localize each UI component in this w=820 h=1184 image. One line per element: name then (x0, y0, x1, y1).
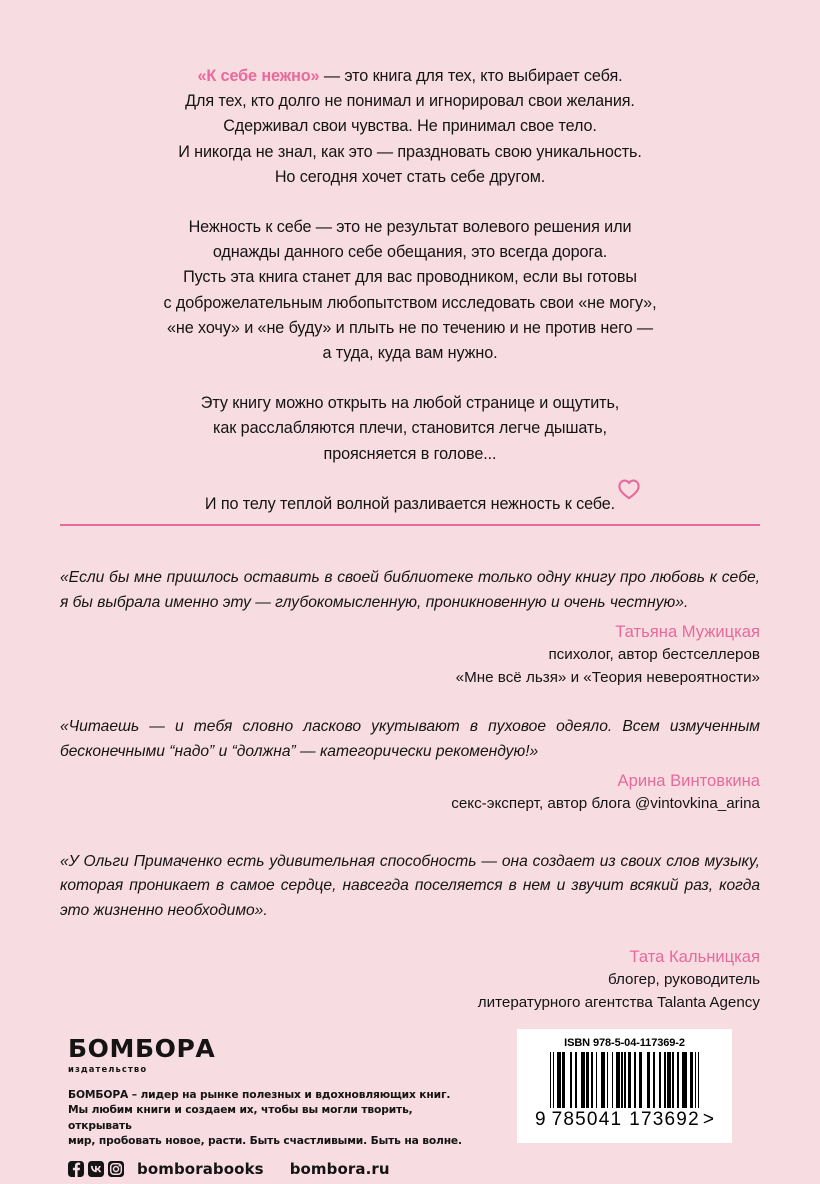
blurb-paragraph-4 (60, 492, 760, 517)
blurb-p1-line-5: Но сегодня хочет стать себе другом. (274, 167, 546, 186)
blurb-paragraph-2 (60, 215, 760, 366)
ean-digits (517, 1109, 732, 1131)
review-attribution (60, 945, 760, 1014)
review-item (60, 715, 760, 816)
blurb-p3-line-3: проясняется в голове... (323, 444, 497, 463)
review-author-role-line-1: секс-эксперт, автор блога @vintovkina_arina (451, 795, 760, 812)
review-attribution (60, 620, 760, 689)
ean-tail-symbol: > (702, 1109, 714, 1130)
instagram-icon[interactable] (108, 1161, 124, 1177)
blurb-p2-line-3: Пусть эта книга станет для вас проводником, если вы готовы (183, 268, 637, 287)
blurb-p4-text: И по телу теплой волной разливается нежность к себе. (204, 494, 616, 513)
publisher-website[interactable]: bombora.ru (289, 1159, 390, 1178)
heart-outline-icon (617, 478, 641, 500)
social-handle[interactable]: bomborabooks (137, 1159, 264, 1178)
book-title-highlight: «К себе нежно» (197, 67, 320, 85)
section-divider (60, 524, 760, 526)
review-author-role-line-1: психолог, автор бестселлеров (548, 646, 760, 663)
blurb-paragraph-1 (60, 64, 760, 190)
vk-icon[interactable] (88, 1161, 104, 1177)
blurb-p2-line-2: однажды данного себе обещания, это всегда дорога. (212, 243, 608, 262)
blurb-p2-line-5: «не хочу» и «не буду» и плыть не по течению и не против него — (167, 318, 653, 337)
barcode-bars (550, 1052, 700, 1108)
blurb-p1-line-3: Сдерживал свои чувства. Не принимал свое тело. (223, 117, 597, 136)
review-author-name: Арина Винтовкина (617, 771, 760, 790)
isbn-label: ISBN 978-5-04-117369-2 (564, 1037, 685, 1049)
reviews-section (60, 566, 760, 1014)
blurb-p3-line-2: как расслабляются плечи, становится легче дышать, (213, 419, 607, 438)
ean-lead-digit: 9 (535, 1109, 546, 1130)
blurb-p1-line-4: И никогда не знал, как это — праздновать свою уникальность. (178, 142, 642, 161)
facebook-icon[interactable] (68, 1161, 84, 1177)
social-links (68, 1160, 468, 1178)
publisher-logo: БОМБОРА (68, 1034, 216, 1063)
publisher-about-line-3: мир, пробовать новое, расти. Быть счастливыми. Быть на волне. (68, 1134, 462, 1148)
review-author-name: Тата Кальницкая (629, 947, 760, 966)
publisher-about-line-2: Мы любим книги и создаем их, чтобы вы могли творить, открывать (68, 1103, 413, 1132)
ean-left-group: 785041 (551, 1109, 623, 1130)
review-quote: «У Ольги Примаченко есть удивительная способность — она создает из своих слов музыку, которая проникает в самое сердце, навсегда поселяется в нем и звучит всякий раз, когда это жизненно необходимо». (60, 852, 760, 919)
publisher-logo-subtitle: издательство (68, 1064, 148, 1074)
blurb-p1-line-2: Для тех, кто долго не понимал и игнорировал свои желания. (185, 92, 635, 111)
review-attribution (60, 769, 760, 816)
review-quote: «Читаешь — и тебя словно ласково укутывают в пуховое одеяло. Всем измученным бесконечными “надо” и “должна” — категорически рекомендую!» (60, 718, 760, 760)
barcode-panel (517, 1029, 732, 1143)
review-author-role-line-1: блогер, руководитель (607, 971, 760, 988)
ean-right-group: 173692 (629, 1109, 700, 1130)
review-author-role-line-2: литературного агентства Talanta Agency (477, 993, 760, 1011)
blurb-p2-line-4: с доброжелательным любопытством исследовать свои «не могу», (163, 293, 657, 312)
blurb-p2-line-1: Нежность к себе — это не результат волевого решения или (188, 218, 632, 237)
publisher-footer (68, 1036, 468, 1178)
review-item (60, 566, 760, 689)
review-author-role-line-2: «Мне всё льзя» и «Теория невероятности» (455, 668, 760, 686)
blurb-p3-line-1: Эту книгу можно открыть на любой странице и ощутить, (200, 394, 620, 413)
blurb-p2-line-6: а туда, куда вам нужно. (322, 344, 498, 363)
review-quote: «Если бы мне пришлось оставить в своей библиотеке только одну книгу про любовь к себе, я бы выбрала именно эту — глубокомысленную, проникновенную и очень честную». (60, 569, 760, 611)
review-item (60, 850, 760, 1015)
review-author-name: Татьяна Мужицкая (615, 622, 760, 641)
publisher-about-line-1: БОМБОРА – лидер на рынке полезных и вдохновляющих книг. (68, 1088, 451, 1101)
blurb-section (60, 64, 760, 517)
blurb-p1-rest: — это книга для тех, кто выбирает себя. (319, 67, 623, 85)
blurb-paragraph-3 (60, 391, 760, 467)
publisher-about (68, 1087, 468, 1149)
